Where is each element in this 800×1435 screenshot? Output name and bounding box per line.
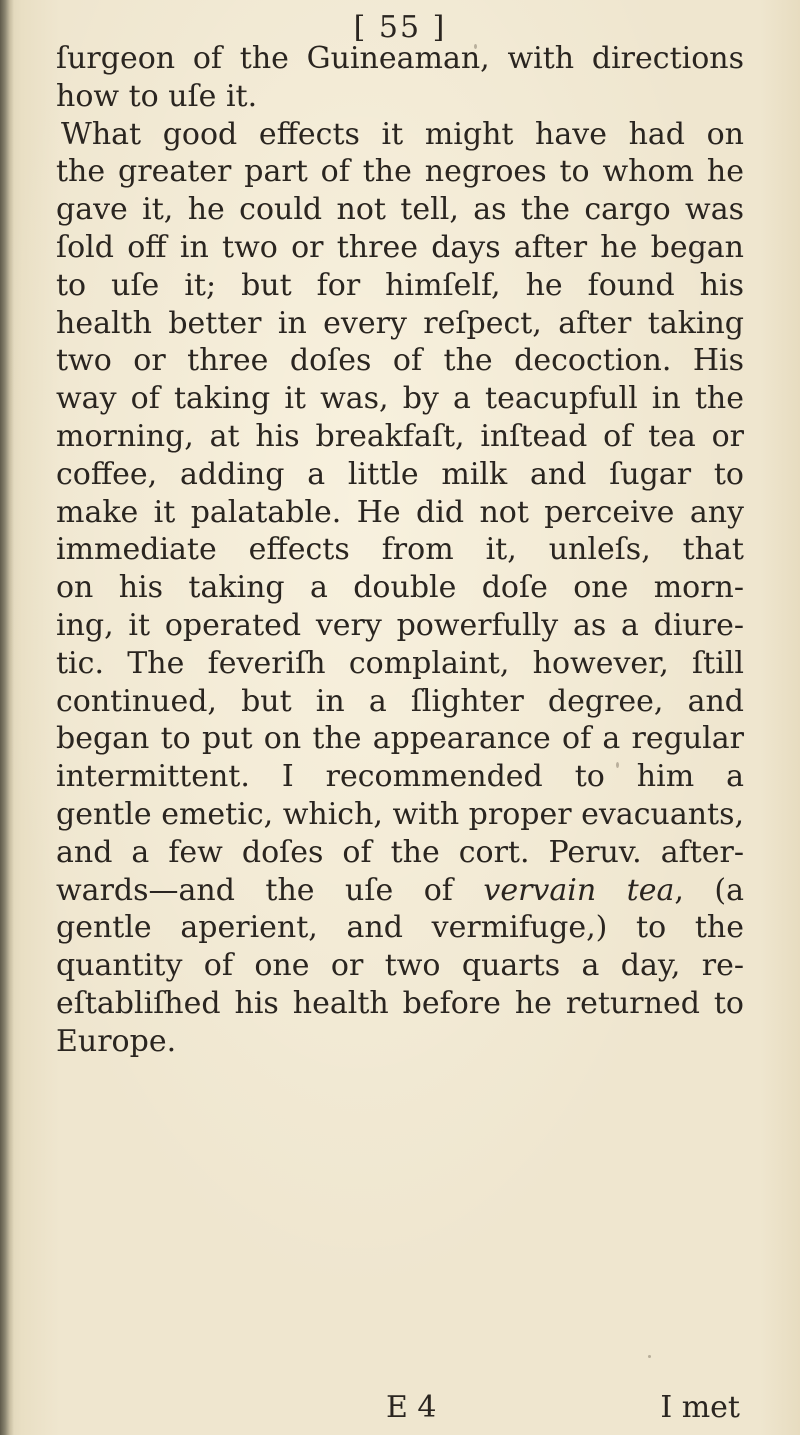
text-line: Europe.	[56, 1023, 177, 1059]
text-line: ſurgeon of the Guineaman, with directions	[56, 41, 744, 76]
italic-phrase: vervain tea	[483, 872, 675, 908]
text-line: quantity of one or two quarts a day, re-	[56, 948, 744, 984]
text-line: continued, but in a ſlighter degree, and	[56, 683, 744, 719]
text-line: the greater part of the negroes to whom he	[56, 154, 744, 190]
text-line: gave it, he could not tell, as the cargo was	[56, 192, 744, 228]
text-line: began to put on the appearance of a regular	[56, 721, 744, 757]
text-line: how to uſe it.	[56, 78, 258, 114]
text-line: What good effects it might have had on	[61, 116, 744, 152]
text-line: immediate effects from it, unleſs, that	[56, 532, 744, 568]
signature-mark: E 4	[386, 1390, 437, 1425]
text-line: coffee, adding a little milk and ſugar to	[56, 456, 744, 492]
text-line: ſold off in two or three days after he began	[56, 229, 744, 265]
text-line: to uſe it; but for himſelf, he found his	[56, 267, 744, 303]
text-line: eſtabliſhed his health before he returned to	[56, 985, 744, 1021]
text-line: and a few doſes of the cort. Peruv. after-	[56, 834, 744, 870]
page-number: [ 55 ]	[353, 10, 447, 45]
text-line: intermittent. I recommended to him a	[56, 759, 744, 795]
text-line: gentle emetic, which, with proper evacuants,	[56, 796, 745, 832]
binding-edge	[0, 0, 14, 1435]
text-line: make it palatable. He did not perceive any	[56, 494, 744, 530]
page-footer	[0, 1386, 800, 1430]
text-line: two or three doſes of the decoction. His	[56, 343, 744, 379]
text-line: morning, at his breakfaſt, inſtead of tea or	[56, 418, 744, 454]
text-line: on his taking a double doſe one morn-	[56, 570, 744, 606]
body-text	[56, 40, 744, 1061]
paper-fleck	[648, 1355, 651, 1358]
text-line: gentle aperient, and vermifuge,) to the	[56, 910, 744, 946]
text-line: wards—and the uſe of vervain tea, (a	[56, 872, 744, 908]
catchword: I met	[660, 1390, 740, 1425]
text-line: way of taking it was, by a teacupfull in the	[56, 381, 744, 417]
text-line: health better in every reſpect, after taking	[56, 305, 744, 341]
text-line: ing, it operated very powerfully as a diure-	[56, 607, 744, 643]
text-line: tic. The feveriſh complaint, however, ſtill	[56, 645, 744, 681]
